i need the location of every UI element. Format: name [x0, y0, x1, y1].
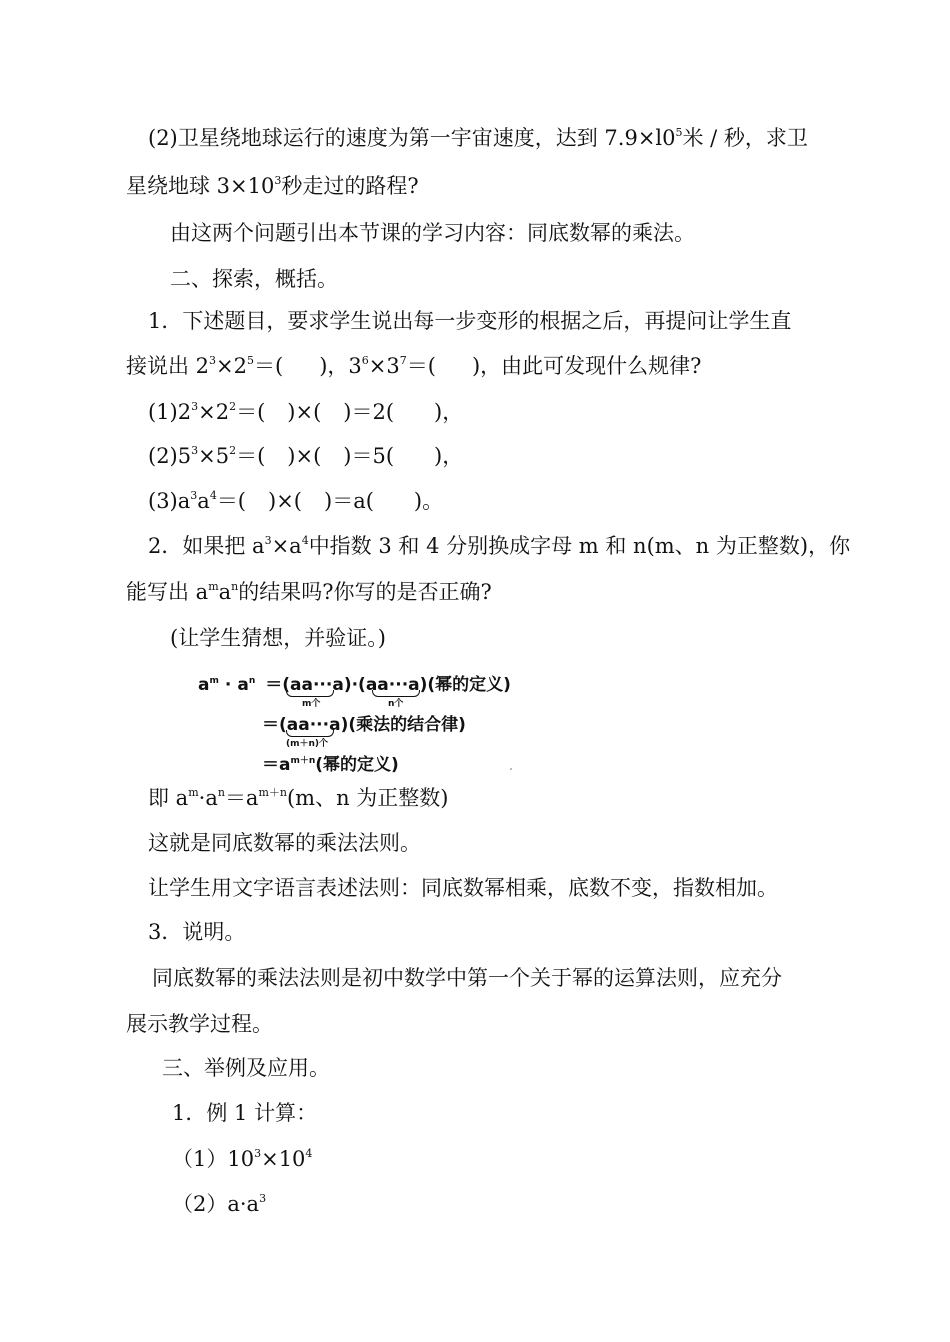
line-rule-name: 这就是同底数幂的乘法法则。 — [148, 831, 421, 855]
example-1-part-2: $(2)a\cdot a^3$ — [172, 1192, 267, 1216]
line-task-1-cont: 接说出 $2^3\times 2^5=$( )，$3^6\times 3^7=$( )，由此可发现什么规律? — [126, 354, 702, 378]
line-guess: (让学生猜想，并验证。) — [170, 626, 386, 650]
scan-speck — [510, 768, 512, 770]
line-satellite-question-cont: 星绕地球 $3\times 10^3$秒走过的路程? — [126, 174, 419, 198]
derivation-row-3: $=a^{m+n}$(幂的定义) — [262, 755, 399, 775]
section-heading-explain: 3．说明。 — [148, 920, 246, 944]
exercise-1: $(1)2^3\times 2^2=$( )×( )＝2( )， — [148, 400, 464, 424]
line-task-2: 2．如果把 $a^3\times a^4$中指数 3 和 4 分别换成字母 m 和 n(m、n 为正整数)，你 — [148, 534, 851, 558]
brace-mn-label: (m＋n)个 — [286, 739, 329, 749]
derivation-figure — [190, 662, 550, 774]
brace-n-label: n个 — [388, 699, 404, 709]
example-1-heading: 1．例 1 计算： — [172, 1101, 318, 1125]
line-satellite-question: (2)卫星绕地球运行的速度为第一宇宙速度，达到 $7.9\times l0^5$米 / 秒，求卫 — [148, 126, 808, 150]
brace-m-label: m个 — [302, 699, 321, 709]
line-task-2-cont: 能写出 $a^ma^n$的结果吗?你写的是否正确? — [126, 580, 492, 604]
line-rule-formula: 即 $a^m\cdot a^n=a^{m+n}(m$、n 为正整数) — [148, 786, 449, 810]
exercise-2: $(2)5^3\times 5^2=$( )×( )＝5( )， — [148, 444, 464, 468]
example-1-part-1: $(1)10^3\times 10^4$ — [172, 1147, 313, 1171]
line-rule-words: 让学生用文字语言表述法则：同底数幂相乘，底数不变，指数相加。 — [148, 876, 778, 900]
line-explain-cont: 展示教学过程。 — [126, 1012, 273, 1036]
exercise-3: $(3)a^3a^4=$( )×( )＝a( )。 — [148, 489, 444, 513]
section-heading-examples: 三、举例及应用。 — [162, 1056, 330, 1080]
derivation-row-1: $a^m \cdot a^n =(aa\cdot\cdot\cdot a)\cdot(aa\cdot\cdot\cdot a)$(幂的定义) — [198, 675, 511, 695]
derivation-row-2: ＝(aa···a)(乘法的结合律) — [262, 715, 466, 735]
line-intro: 由这两个问题引出本节课的学习内容：同底数幂的乘法。 — [170, 221, 695, 245]
section-heading-explore: 二、探索，概括。 — [170, 267, 338, 291]
line-task-1: 1．下述题目，要求学生说出每一步变形的根据之后，再提问让学生直 — [148, 309, 792, 333]
line-explain: 同底数幂的乘法法则是初中数学中第一个关于幂的运算法则，应充分 — [152, 966, 782, 990]
